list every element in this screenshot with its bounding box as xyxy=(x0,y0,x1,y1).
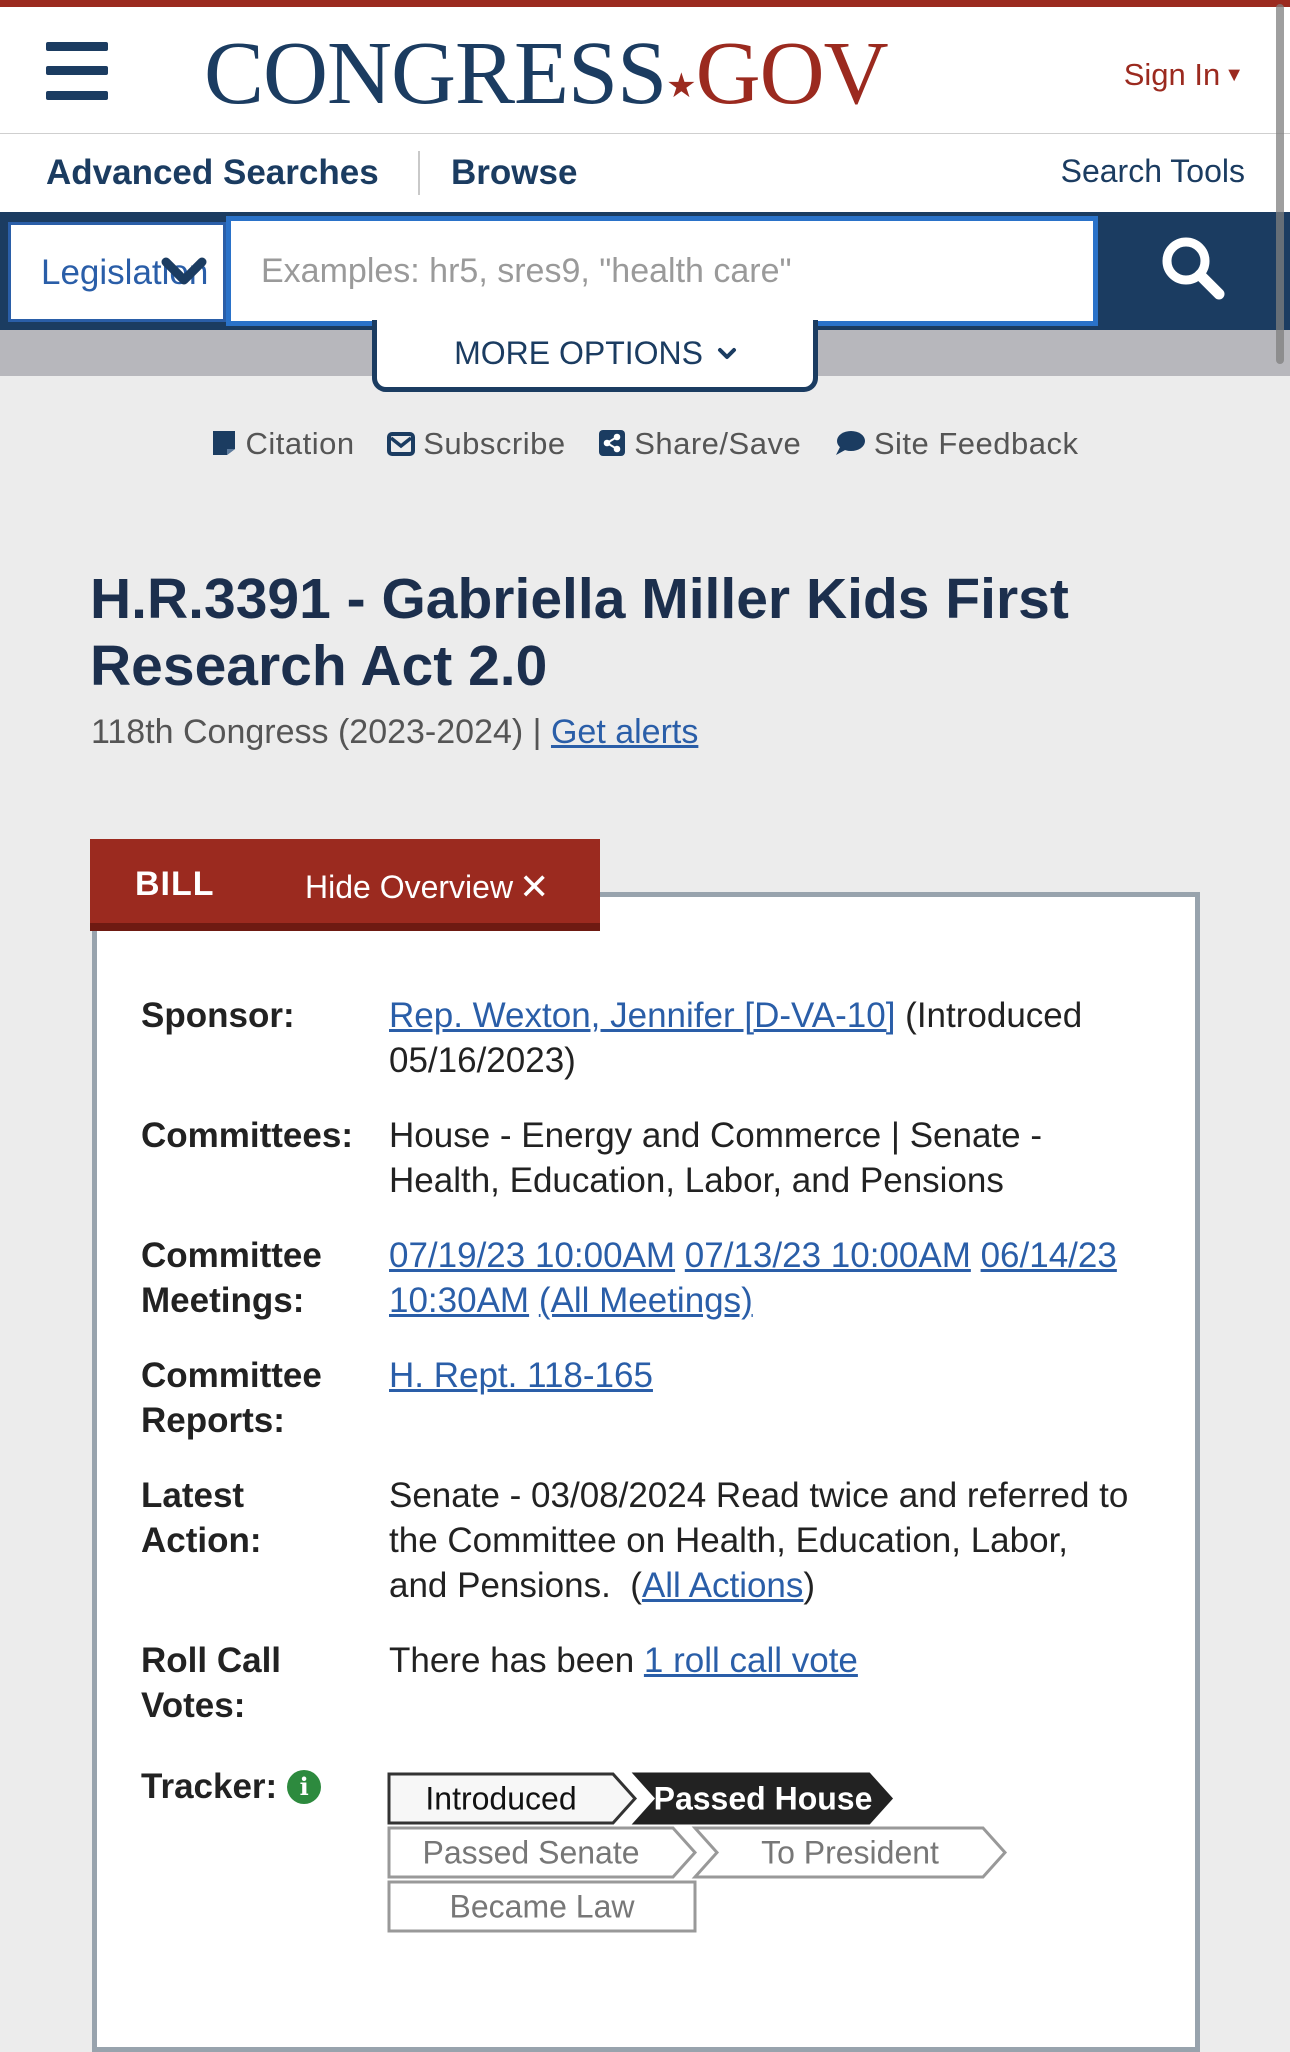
latest-action-text: Senate - 03/08/2024 Read twice and referred to the Committee on Health, Education, Labor, and Pensions. xyxy=(389,1476,1129,1605)
sponsor-value xyxy=(389,993,1129,1083)
subscribe-label: Subscribe xyxy=(423,426,566,461)
hide-overview-button[interactable] xyxy=(305,866,549,908)
page-title: H.R.3391 - Gabriella Miller Kids First Research Act 2.0 xyxy=(90,567,1069,698)
chevron-down-icon xyxy=(718,347,736,361)
site-feedback-label: Site Feedback xyxy=(873,426,1079,461)
meeting-link[interactable]: 07/19/23 10:00AM xyxy=(389,1236,676,1275)
more-options-label: MORE OPTIONS xyxy=(454,335,703,371)
tracker-stage xyxy=(695,1828,1005,1877)
site-logo[interactable] xyxy=(204,24,888,123)
logo-text-gov: GOV xyxy=(695,24,888,123)
nav-divider xyxy=(418,151,420,195)
top-accent-line xyxy=(0,0,1290,7)
tracker-stage-label: Passed Senate xyxy=(422,1834,640,1871)
hide-overview-label: Hide Overview xyxy=(305,869,514,905)
search-input[interactable] xyxy=(226,216,1098,326)
share-save-label: Share/Save xyxy=(634,426,802,461)
chat-bubble-icon xyxy=(834,429,866,457)
tracker-label-wrap xyxy=(141,1764,371,1809)
tracker-stage-label: Passed House xyxy=(653,1780,873,1817)
caret-down-icon: ▼ xyxy=(1224,64,1244,86)
roll-call-prefix: There has been xyxy=(389,1641,635,1680)
sponsor-label: Sponsor: xyxy=(141,996,295,1035)
roll-call-link[interactable]: 1 roll call vote xyxy=(643,1641,858,1680)
logo-star-icon: ★ xyxy=(666,68,696,105)
committees-label: Committees: xyxy=(141,1116,353,1155)
roll-call-value xyxy=(389,1638,1129,1683)
meeting-link[interactable]: 06/14/23 10:30AM xyxy=(389,1236,1117,1320)
tracker-stage-label: Introduced xyxy=(425,1780,577,1817)
logo-text-congress: CONGRESS xyxy=(204,24,667,123)
advanced-searches-link[interactable]: Advanced Searches xyxy=(46,153,379,192)
status-tracker xyxy=(388,1772,1028,1934)
congress-separator: | xyxy=(532,713,542,751)
overview-tab xyxy=(90,839,600,931)
more-options-button[interactable] xyxy=(372,320,818,392)
citation-label: Citation xyxy=(245,426,355,461)
committee-reports-label: Committee Reports: xyxy=(141,1356,322,1440)
menu-icon[interactable] xyxy=(46,42,108,100)
tracker-stage xyxy=(389,1882,695,1931)
roll-call-label: Roll Call Votes: xyxy=(141,1641,282,1725)
share-save-link[interactable] xyxy=(598,426,801,462)
latest-action-label: Latest Action: xyxy=(141,1476,262,1560)
tracker-stage-label: Became Law xyxy=(449,1888,635,1925)
bookmark-icon xyxy=(211,429,237,457)
get-alerts-link[interactable]: Get alerts xyxy=(550,713,699,751)
site-feedback-link[interactable] xyxy=(834,426,1079,462)
sponsor-link[interactable]: Rep. Wexton, Jennifer [D-VA-10] xyxy=(389,996,896,1035)
tracker-label: Tracker: xyxy=(141,1767,278,1806)
search-icon xyxy=(1159,234,1227,302)
committees-value: House - Energy and Commerce | Senate - Health, Education, Labor, and Pensions xyxy=(389,1116,1043,1200)
tracker-stage-label: To President xyxy=(761,1834,939,1871)
close-icon: ✕ xyxy=(519,866,550,907)
congress-session: 118th Congress (2023-2024) xyxy=(91,713,524,751)
committee-meetings-label: Committee Meetings: xyxy=(141,1236,322,1320)
page-scrollbar[interactable] xyxy=(1276,4,1284,364)
citation-link[interactable] xyxy=(211,426,354,462)
page-tools xyxy=(0,426,1290,462)
share-icon xyxy=(598,429,626,457)
sign-in-label: Sign In xyxy=(1123,57,1221,92)
committee-report-link[interactable]: H. Rept. 118-165 xyxy=(389,1356,653,1395)
subscribe-link[interactable] xyxy=(387,426,565,462)
search-tools-link[interactable]: Search Tools xyxy=(1060,153,1245,189)
sponsor-introduced: (Introduced 05/16/2023) xyxy=(389,996,1083,1080)
congress-info xyxy=(91,713,698,752)
tracker-stage xyxy=(389,1774,635,1823)
all-actions-link[interactable]: All Actions xyxy=(641,1566,804,1605)
info-icon[interactable]: i xyxy=(287,1770,321,1804)
envelope-icon xyxy=(387,431,415,457)
search-scope-select[interactable] xyxy=(8,222,226,322)
site-header xyxy=(0,7,1290,134)
browse-link[interactable]: Browse xyxy=(451,153,578,192)
chevron-down-icon xyxy=(161,255,207,289)
tracker-stage xyxy=(389,1828,695,1877)
sign-in-button[interactable] xyxy=(1124,57,1244,93)
bill-type-label: BILL xyxy=(135,865,215,903)
search-button[interactable] xyxy=(1105,212,1275,330)
search-scope-value: Legislation xyxy=(41,253,209,292)
latest-action-value: Senate - 03/08/2024 Read twice and referred to the Committee on Health, Education, Labor, and Pensions. (All Actions) xyxy=(389,1476,1129,1605)
committee-meetings-value xyxy=(389,1233,1129,1323)
tracker-stage xyxy=(635,1774,891,1823)
secondary-nav xyxy=(0,134,1290,212)
meeting-link[interactable]: 07/13/23 10:00AM xyxy=(684,1236,971,1275)
all-meetings-link[interactable]: (All Meetings) xyxy=(538,1281,753,1320)
committee-reports-value xyxy=(389,1353,1129,1398)
